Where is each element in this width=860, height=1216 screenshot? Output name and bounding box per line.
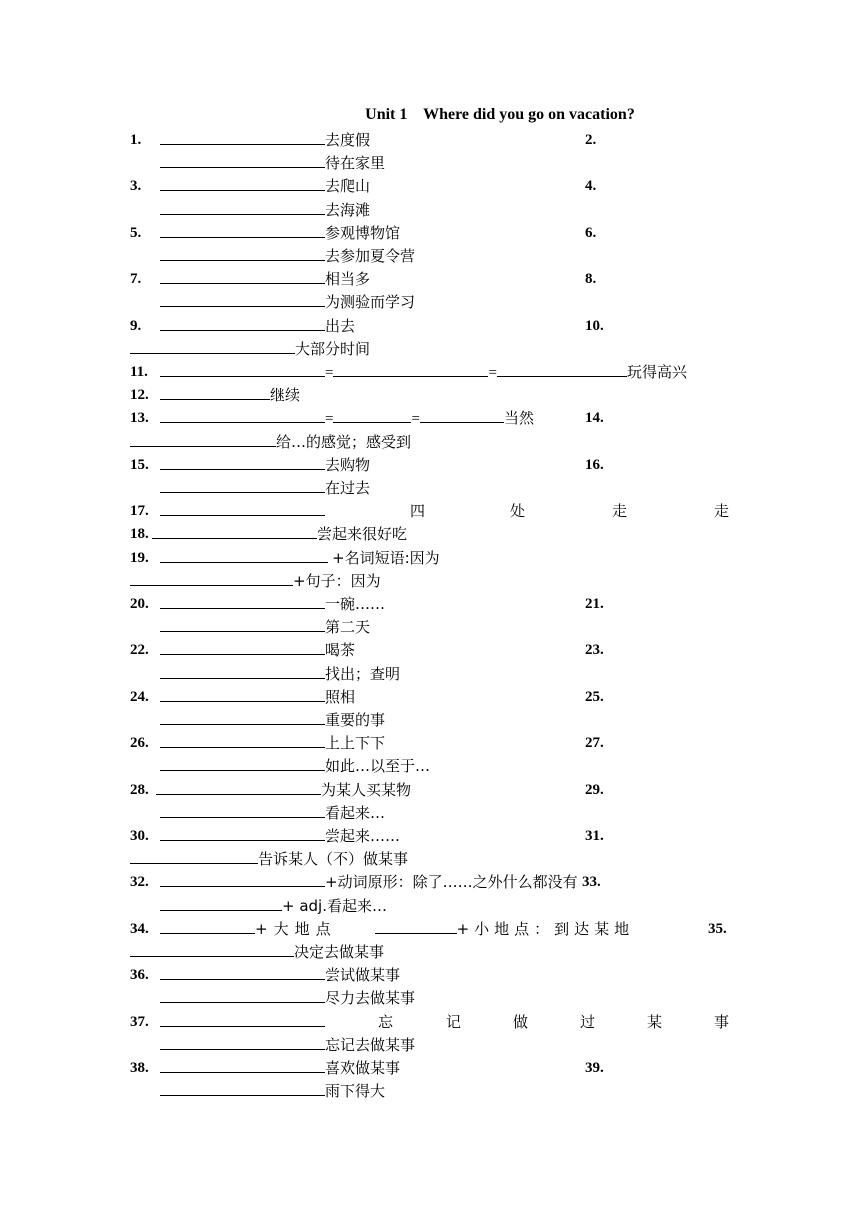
- spread-char: 做: [513, 1012, 529, 1031]
- answer-blank[interactable]: [130, 570, 293, 586]
- phrase-meaning: 玩得高兴: [626, 363, 687, 381]
- phrase-meaning: 尽力去做某事: [325, 989, 416, 1008]
- item-number: 1.: [130, 132, 142, 148]
- worksheet-line: [160, 709, 385, 731]
- phrase-meaning: 看起来…: [325, 803, 386, 822]
- answer-blank[interactable]: [160, 199, 325, 215]
- answer-blank[interactable]: [333, 361, 488, 377]
- phrase-meaning: 忘记去做某事: [325, 1035, 416, 1054]
- item-number: 18.: [130, 526, 149, 543]
- item-number: 4.: [585, 178, 597, 195]
- phrase-meaning: 继续: [270, 386, 301, 405]
- phrase-meaning: 喝茶: [325, 641, 356, 660]
- item-number: 3.: [130, 178, 142, 195]
- item-number: 6.: [585, 224, 597, 241]
- item-number: 10.: [585, 317, 604, 334]
- answer-blank[interactable]: [130, 941, 294, 957]
- worksheet-line: [160, 639, 355, 661]
- answer-blank[interactable]: [160, 871, 325, 887]
- phrase-meaning: 为某人买某物: [321, 780, 412, 799]
- phrase-meaning: 相当多: [325, 270, 371, 289]
- worksheet-line: [160, 547, 440, 569]
- answer-blank[interactable]: [497, 361, 627, 377]
- spread-char: 某: [647, 1012, 663, 1031]
- answer-blank[interactable]: [160, 987, 325, 1003]
- item-number: 9.: [130, 317, 142, 334]
- answer-blank[interactable]: [160, 454, 325, 470]
- answer-blank[interactable]: [160, 616, 325, 632]
- equals-sign: =: [325, 365, 334, 381]
- item-number: 37.: [130, 1013, 149, 1030]
- item-number: 32.: [130, 874, 149, 891]
- worksheet-line: [160, 407, 534, 429]
- phrase-meaning: 喜欢做某事: [325, 1059, 401, 1077]
- worksheet-line: [160, 1080, 385, 1102]
- item-number: 5.: [130, 224, 142, 241]
- item-number: 16.: [585, 456, 604, 473]
- worksheet-line: [160, 895, 387, 917]
- answer-blank[interactable]: [160, 152, 325, 168]
- answer-blank[interactable]: [160, 245, 325, 261]
- answer-blank[interactable]: [160, 802, 325, 818]
- phrase-meaning: + adj.看起来…: [282, 896, 387, 915]
- equals-sign: =: [411, 411, 420, 428]
- worksheet-line: [160, 987, 415, 1009]
- phrase-meaning: +句子：因为: [293, 571, 381, 590]
- phrase-meaning: 在过去: [325, 479, 371, 497]
- worksheet-line: [160, 918, 634, 940]
- worksheet-line: [160, 1057, 400, 1079]
- item-number: 26.: [130, 735, 149, 752]
- answer-blank[interactable]: [160, 732, 325, 748]
- item-number: 27.: [585, 735, 604, 752]
- item-number: 2.: [585, 132, 597, 148]
- answer-blank[interactable]: [156, 779, 321, 795]
- answer-blank[interactable]: [160, 315, 325, 331]
- worksheet-line: [160, 825, 400, 847]
- worksheet-line: [160, 686, 355, 708]
- answer-blank[interactable]: [160, 686, 325, 702]
- spread-char: 事: [714, 1012, 730, 1031]
- answer-blank[interactable]: [333, 407, 411, 423]
- worksheet-line: [160, 222, 400, 244]
- worksheet-line: [160, 384, 300, 406]
- phrase-meaning: +大地点: [255, 919, 337, 938]
- phrase-meaning: 第二天: [325, 618, 371, 637]
- item-number: 13.: [130, 410, 149, 427]
- phrase-meaning: 去爬山: [325, 177, 371, 196]
- worksheet-line: [156, 779, 411, 801]
- phrase-meaning: 照相: [325, 687, 356, 706]
- answer-blank[interactable]: [130, 848, 258, 864]
- answer-blank[interactable]: [160, 222, 325, 238]
- answer-blank[interactable]: [160, 291, 325, 307]
- phrase-meaning: 重要的事: [325, 711, 386, 729]
- spread-char: 走: [612, 502, 628, 521]
- worksheet-line: [130, 431, 411, 453]
- phrase-meaning: 尝试做某事: [325, 966, 401, 985]
- phrase-meaning: +动词原形：除了……之外什么都没有: [325, 873, 578, 892]
- answer-blank[interactable]: [160, 593, 325, 609]
- answer-blank[interactable]: [160, 825, 325, 841]
- phrase-meaning: 找出；查明: [325, 664, 401, 683]
- item-number: 31.: [585, 828, 604, 844]
- item-number: 36.: [130, 967, 149, 984]
- phrase-meaning: 决定去做某事: [294, 943, 385, 961]
- worksheet-line: [160, 1011, 325, 1033]
- worksheet-line: [160, 291, 415, 313]
- phrase-meaning: 告诉某人（不）做某事: [258, 850, 409, 869]
- phrase-meaning: 尝起来……: [325, 827, 401, 845]
- worksheet-line: [130, 848, 408, 870]
- phrase-meaning: 给…的感觉；感受到: [276, 432, 412, 451]
- answer-blank[interactable]: [160, 1011, 325, 1027]
- answer-blank[interactable]: [160, 129, 325, 145]
- item-number: 38.: [130, 1060, 149, 1076]
- worksheet-line: [152, 523, 407, 545]
- spread-char: 记: [446, 1012, 462, 1031]
- item-number: 25.: [585, 688, 604, 705]
- spread-char: 四: [410, 502, 426, 521]
- item-number: 20.: [130, 596, 149, 612]
- phrase-meaning: 上上下下: [325, 734, 386, 753]
- spread-char: 处: [510, 502, 526, 521]
- worksheet-line: [160, 245, 415, 267]
- phrase-meaning: 尝起来很好吃: [317, 525, 408, 544]
- item-number: 39.: [585, 1060, 604, 1076]
- answer-blank[interactable]: [160, 895, 282, 911]
- worksheet-line: [160, 1034, 415, 1056]
- page-title: Unit 1 Where did you go on vacation?: [365, 106, 635, 123]
- worksheet-line: [160, 361, 687, 383]
- item-number: 30.: [130, 828, 149, 844]
- phrase-meaning: 一碗……: [325, 595, 386, 613]
- answer-blank[interactable]: [160, 547, 328, 563]
- answer-blank[interactable]: [160, 384, 270, 400]
- worksheet-line: [160, 732, 385, 754]
- worksheet-line: [160, 152, 385, 174]
- equals-sign: =: [488, 365, 497, 381]
- phrase-meaning: 为测验而学习: [325, 293, 416, 312]
- answer-blank[interactable]: [160, 709, 325, 725]
- phrase-meaning: 出去: [325, 316, 356, 335]
- spread-char: 走: [714, 502, 730, 521]
- worksheet-line: [160, 593, 385, 615]
- item-number: 23.: [585, 642, 604, 659]
- answer-blank[interactable]: [420, 407, 504, 423]
- phrase-meaning: 参观博物馆: [325, 223, 401, 242]
- answer-blank[interactable]: [375, 918, 457, 934]
- answer-blank[interactable]: [130, 338, 295, 354]
- worksheet-line: [160, 175, 370, 197]
- worksheet-line: [160, 616, 370, 638]
- answer-blank[interactable]: [160, 663, 325, 679]
- phrase-meaning: 去参加夏令营: [325, 247, 416, 265]
- worksheet-line: [160, 755, 430, 777]
- worksheet-line: [160, 268, 370, 290]
- worksheet-line: [160, 500, 325, 522]
- item-number: 11.: [130, 364, 148, 380]
- answer-blank[interactable]: [160, 268, 325, 284]
- spread-char: 过: [580, 1012, 596, 1031]
- spread-char: 忘: [378, 1012, 394, 1031]
- item-number: 19.: [130, 549, 149, 566]
- phrase-meaning: 当然: [503, 409, 534, 428]
- worksheet-line: [130, 338, 370, 360]
- item-number: 12.: [130, 387, 149, 404]
- item-number: 34.: [130, 920, 149, 937]
- item-number: 8.: [585, 271, 597, 288]
- phrase-meaning: 大部分时间: [295, 339, 371, 358]
- phrase-meaning: 待在家里: [325, 154, 386, 173]
- worksheet-line: [160, 315, 355, 337]
- worksheet-line: [160, 477, 370, 499]
- answer-blank[interactable]: [160, 918, 255, 934]
- phrase-meaning: +名词短语:因为: [332, 548, 440, 567]
- phrase-meaning: 如此…以至于…: [325, 757, 431, 776]
- worksheet-line: [130, 570, 381, 592]
- answer-blank[interactable]: [160, 964, 325, 980]
- item-number: 29.: [585, 781, 604, 798]
- item-number: 28.: [130, 781, 149, 798]
- answer-blank[interactable]: [160, 1057, 325, 1073]
- equals-sign: =: [325, 411, 334, 428]
- phrase-meaning: 去海滩: [325, 200, 371, 219]
- answer-blank[interactable]: [160, 407, 325, 423]
- item-number: 7.: [130, 271, 142, 288]
- phrase-meaning: 去购物: [325, 455, 371, 474]
- worksheet-line: [160, 871, 578, 893]
- item-number: 33.: [582, 874, 601, 891]
- answer-blank[interactable]: [130, 431, 276, 447]
- item-number: 21.: [585, 596, 604, 612]
- answer-blank[interactable]: [160, 639, 325, 655]
- item-number: 14.: [585, 410, 604, 427]
- item-number: 22.: [130, 642, 149, 659]
- item-number: 24.: [130, 688, 149, 705]
- item-number: 35.: [708, 920, 727, 937]
- worksheet-line: [160, 199, 370, 221]
- phrase-meaning: 雨下得大: [325, 1082, 386, 1101]
- item-number: 15.: [130, 456, 149, 473]
- answer-blank[interactable]: [160, 755, 325, 771]
- answer-blank[interactable]: [160, 1080, 325, 1096]
- answer-blank[interactable]: [160, 1034, 325, 1050]
- worksheet-line: [130, 941, 384, 963]
- answer-blank[interactable]: [160, 361, 325, 377]
- answer-blank[interactable]: [152, 523, 317, 539]
- worksheet-line: [160, 129, 370, 151]
- phrase-meaning: +小地点：到达某地: [456, 919, 635, 938]
- worksheet-line: [160, 802, 385, 824]
- phrase-meaning: 去度假: [325, 131, 371, 149]
- worksheet-line: [160, 454, 370, 476]
- item-number: 17.: [130, 503, 149, 520]
- answer-blank[interactable]: [160, 477, 325, 493]
- answer-blank[interactable]: [160, 500, 325, 516]
- worksheet-line: [160, 663, 400, 685]
- worksheet-line: [160, 964, 400, 986]
- answer-blank[interactable]: [160, 175, 325, 191]
